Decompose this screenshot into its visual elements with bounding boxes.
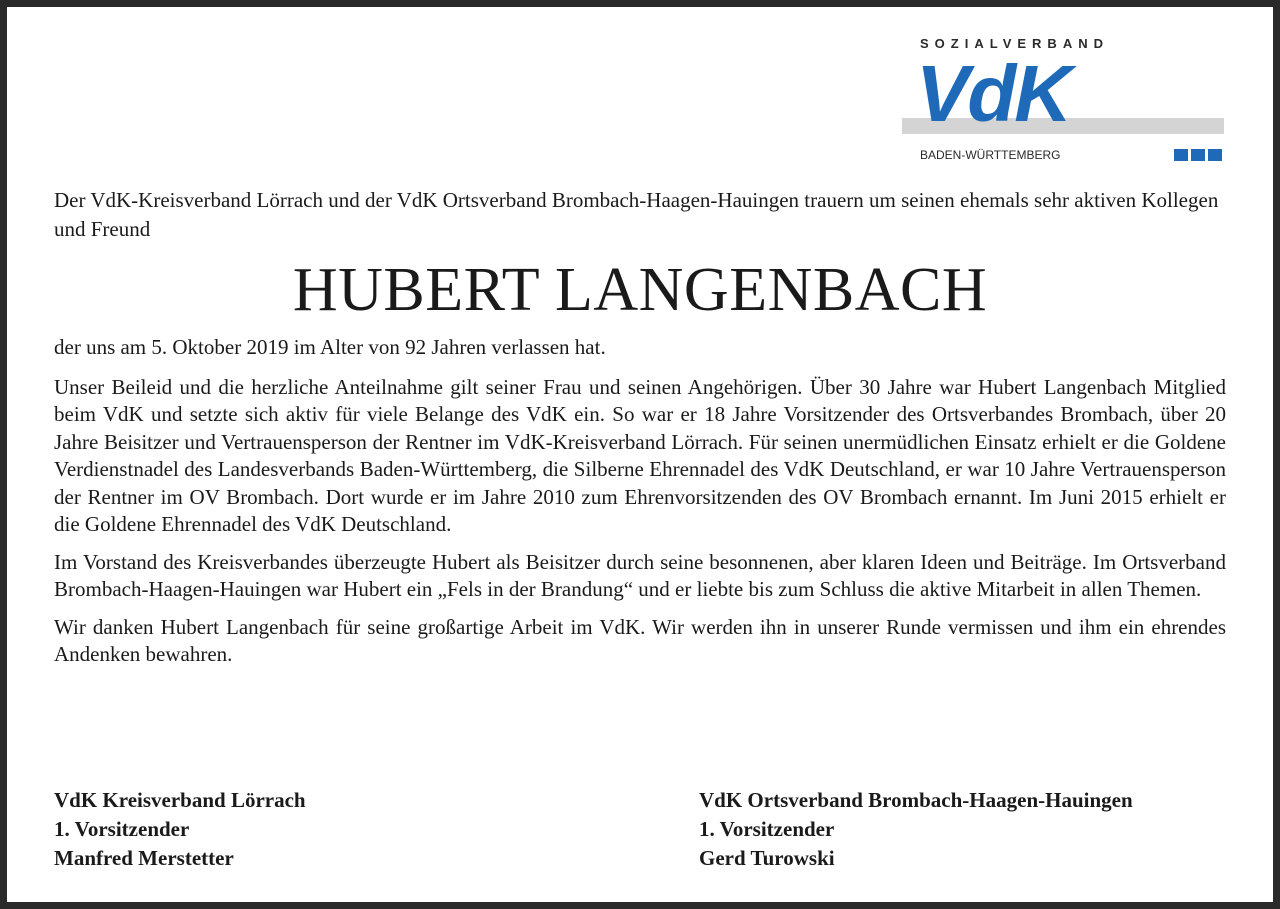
signature-left-org: VdK Kreisverband Lörrach [54, 788, 306, 812]
paragraph-board: Im Vorstand des Kreisverbandes überzeugte Hubert als Beisitzer durch seine besonnenen, aber klaren Ideen und Beiträge. Im Ortsverband Brombach-Haagen-Hauingen war Hubert ein „Fels in der Brandung“ und er liebte bis zum Schluss die aktive Mitarbeit in allen Themen. [54, 549, 1226, 601]
logo-main-text: VdK [916, 49, 1070, 138]
logo-squares-icon [1174, 149, 1222, 161]
paragraph-thanks: Wir danken Hubert Langenbach für seine großartige Arbeit im VdK. Wir werden ihn in unserer Runde vermissen und ihm ein ehrendes Andenken bewahren. [54, 614, 1226, 666]
paragraph-date: der uns am 5. Oktober 2019 im Alter von 92 Jahren verlassen hat. [54, 335, 606, 359]
logo-top-text: SOZIALVERBAND [920, 36, 1109, 51]
signature-left-role: 1. Vorsitzender [54, 817, 190, 841]
logo-bottom-text: BADEN-WÜRTTEMBERG [920, 148, 1061, 162]
signature-right-person: Gerd Turowski [699, 846, 835, 870]
signature-right-org: VdK Ortsverband Brombach-Haagen-Hauingen [699, 788, 1133, 812]
intro-text: Der VdK-Kreisverband Lörrach und der VdK Ortsverband Brombach-Haagen-Hauingen trauern um seinen ehemals sehr aktiven Kollegen und Freund [54, 188, 1219, 241]
paragraph-condolence: Unser Beileid und die herzliche Anteilnahme gilt seiner Frau und seinen Angehörigen. Über 30 Jahre war Hubert Langenbach Mitglied beim VdK und setzte sich aktiv für viele Belange des VdK ein. So war er 18 Jahre Vorsitzender des Ortsverbandes Brombach, über 20 Jahre Beisitzer und Vertrauensperson der Rentner im VdK-Kreisverband Lörrach. Für seinen unermüdlichen Einsatz erhielt er die Goldene Verdienstnadel des Landesverbands Baden-Württemberg, die Silberne Ehrennadel des VdK Deutschland, er war 10 Jahre Vertrauensperson der Rentner im OV Brombach. Dort wurde er im Jahre 2010 zum Ehrenvorsitzenden des OV Brombach ernannt. Im Juni 2015 erhielt er die Goldene Ehrennadel des VdK Deutschland. [54, 374, 1226, 536]
signature-right-role: 1. Vorsitzender [699, 817, 835, 841]
signature-right [699, 786, 1133, 873]
signature-left [54, 786, 306, 873]
notice-content [54, 186, 1226, 679]
vdk-logo [902, 36, 1224, 166]
signature-left-person: Manfred Merstetter [54, 846, 234, 870]
deceased-name: HUBERT LANGENBACH [292, 256, 988, 324]
